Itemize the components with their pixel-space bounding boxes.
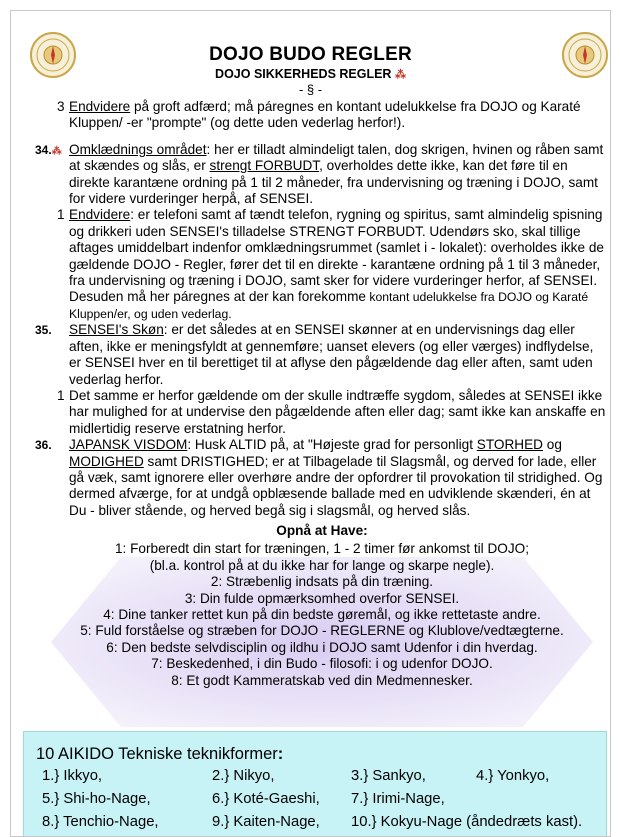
subtitle-mark-icon: ⁂ xyxy=(394,69,406,81)
techniques-title: 10 AIKIDO Tekniske teknikformer: xyxy=(36,745,284,763)
subtitle-text: DOJO SIKKERHEDS REGLER xyxy=(215,67,392,81)
technique-item: 7.} Irimi-Nage, xyxy=(351,791,445,807)
goal-item: 2: Stræbenlig indsats på din træning. xyxy=(210,574,434,590)
rule-number: 1 xyxy=(57,387,65,403)
rule-text: på groft adfærd; må páregnes en kontant udelukkelse fra DOJO og Karaté Kluppen/ -er "prompte" (og dette uden vederlag herfor!). xyxy=(69,99,581,131)
rule-heading: Omklædnings området xyxy=(69,141,207,157)
rule-35: 35. SENSEI's Skøn: er det således at en SENSEI skønner at en undervisnings dag eller aften, ikke er meningsfyldt at gennemføre; uanset elevers (og eller værges) indflydelse, er SENSEI hver en til berettiget til at aflyse den pågældende dag eller aften, samt uden vederlag herfor. xyxy=(35,322,594,387)
rule-heading: SENSEI's Skøn xyxy=(69,322,164,338)
rule-intro xyxy=(35,99,609,132)
rule-heading: Endvidere xyxy=(69,207,131,223)
goals-title: Opnå at Have: xyxy=(276,523,368,538)
rule-heading: JAPANSK VISDOM xyxy=(69,437,188,453)
technique-item: 10.} Kokyu-Nage (åndedræts kast). xyxy=(351,814,583,830)
rule-number: 34.⁂ xyxy=(35,142,62,157)
rule-34: 34.⁂ Omklædnings området: her er tilladt almindeligt talen, dog skrigen, hvinen og råben samt at skændes og slås, er strengt FORBUDT, overholdes dette ikke, kan det føre til en direkte karantæne ordning på 1 til 2 måneder, fra undervisning og træning i DOJO, samt for videre vurderinger herpå, af SENSEI. xyxy=(35,141,604,207)
goal-item: 5: Fuld forståelse og stræben for DOJO - REGLERNE og Klublove/vedtægterne. xyxy=(80,623,564,639)
rule-35-sub xyxy=(35,388,609,437)
goal-item: 3: Din fulde opmærksomhed overfor SENSEI. xyxy=(184,590,460,606)
goal-item: 7: Beskedenhed, i din Budo - filosofi: i og udenfor DOJO. xyxy=(151,656,493,672)
technique-item: 3.} Sankyo, xyxy=(351,768,426,784)
technique-item: 8.} Tenchio-Nage, xyxy=(42,814,159,830)
document-page xyxy=(10,10,611,837)
technique-item: 5.} Shi-ho-Nage, xyxy=(42,791,151,807)
goal-item: 4: Dine tanker rettet kun på din bedste gøremål, og ikke rettetaste andre. xyxy=(103,607,541,623)
goal-item: 1: Forberedt din start for træningen, 1 - 2 timer før ankomst til DOJO; xyxy=(115,541,529,557)
technique-item: 2.} Nikyo, xyxy=(212,768,275,784)
technique-item: 1.} Ikkyo, xyxy=(42,768,103,784)
technique-item: 6.} Koté-Gaeshi, xyxy=(212,791,320,807)
goal-item: (bl.a. kontrol på at du ikke har for lange og skarpe negle). xyxy=(149,557,495,573)
rules-body xyxy=(35,99,609,519)
rule-number: 3 xyxy=(57,99,65,114)
techniques-box xyxy=(23,731,607,837)
rule-mark-icon: ⁂ xyxy=(51,145,62,157)
technique-item: 9.} Kaiten-Nage, xyxy=(212,814,320,830)
rule-36: 36. JAPANSK VISDOM: Husk ALTID på, at "Højeste grad for personligt STORHED og MODIGHED samt DRISTIGHED; er at Tilbagelade til Slagsmål, og derved for lade, eller gå væk, samt ignorere eller overhøre andre der opfordrer til provokation til stridighed. Og dermed afværge, for at undgå opblæsende ballade med en udviklende skænderi, én at Du - bliver stående, og herved begå sig i slagsmål, og herved slås. xyxy=(35,437,603,518)
rule-number: 1 xyxy=(57,207,65,223)
section-mark: - § - xyxy=(298,82,323,97)
goals-list xyxy=(35,523,609,689)
rule-number: 36. xyxy=(35,438,52,453)
rule-heading: Endvidere xyxy=(69,99,131,114)
page-title: DOJO BUDO REGLER xyxy=(209,44,412,65)
goal-item: 6: Den bedste selvdisciplin og ildhu i DOJO samt Udenfor i din hverdag. xyxy=(106,639,538,655)
page-subtitle xyxy=(11,67,610,81)
goal-item: 8: Et godt Kammeratskab ved din Medmennesker. xyxy=(171,672,473,688)
rule-number: 35. xyxy=(35,323,52,338)
rule-34-sub: 1 Endvidere: er telefoni samt af tændt telefon, rygning og spiritus, samt almindelig spisning og drikkeri uden SENSEI's tilladelse STRENGT FORBUDT. Udendørs sko, skal tillige aftages umiddelbart indenfor omklædningsrummet (samlet i - lokalet): overholdes ikke de gældende DOJO - Regler, fører det til en direkte - karantæne ordning på 1 til 3 måneder, fra undervisning og træning i DOJO, samt sker for videre vurderinger herfor, af SENSEI. Desuden må her páregnes at der kan forekomme kontant udelukkelse fra DOJO og Karaté Kluppen/er, og uden vederlag. xyxy=(57,207,604,321)
rule-text: Det samme er herfor gældende om der skulle indtræffe sygdom, således at SENSEI ikke har mulighed for at undervise den pågældende aften eller dag; samt ikke kan anskaffe en midlertidig reserve erstatning herfor. xyxy=(69,387,606,436)
technique-item: 4.} Yonkyo, xyxy=(476,768,550,784)
